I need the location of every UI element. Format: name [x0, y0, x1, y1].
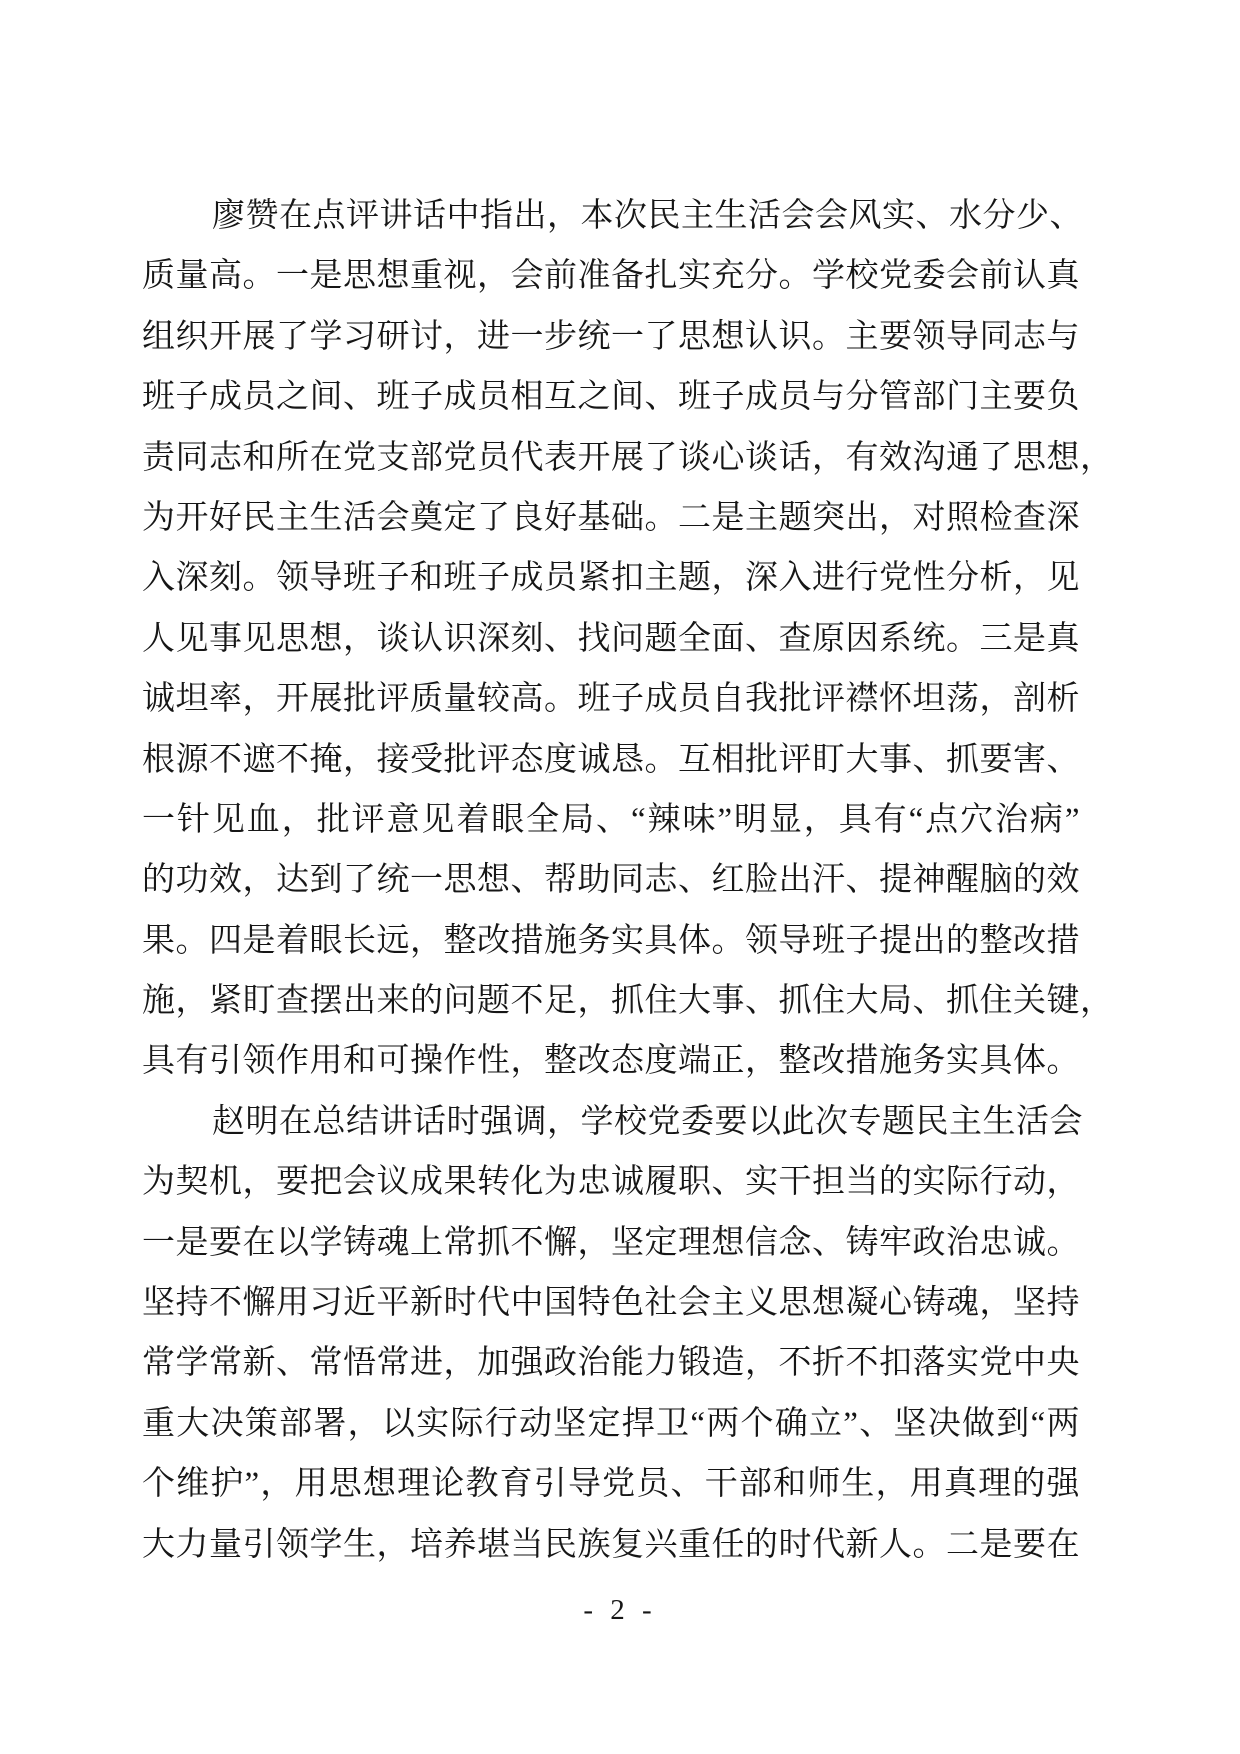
text-line: 果。四是着眼长远，整改措施务实具体。领导班子提出的整改措 — [142, 922, 1080, 959]
text-line: 责同志和所在党支部党员代表开展了谈心谈话，有效沟通了思想， — [142, 439, 1114, 476]
text-line: 廖赞在点评讲话中指出，本次民主生活会会风实、水分少、 — [212, 198, 1083, 234]
text-line: 的功效，达到了统一思想、帮助同志、红脸出汗、提神醒脑的效 — [142, 862, 1080, 899]
text-line: 常学常新、常悟常进，加强政治能力锻造，不折不扣落实党中央 — [142, 1345, 1080, 1382]
text-line: 为契机，要把会议成果转化为忠诚履职、实干担当的实际行动， — [142, 1164, 1080, 1201]
page-number: - 2 - — [583, 1594, 657, 1626]
text-line: 诚坦率，开展批评质量较高。班子成员自我批评襟怀坦荡，剖析 — [142, 681, 1080, 718]
text-line: 一针见血，批评意见着眼全局、“辣味”明显，具有“点穴治病” — [142, 801, 1080, 838]
text-line: 质量高。一是思想重视，会前准备扎实充分。学校党委会前认真 — [142, 258, 1080, 295]
paragraph — [142, 1092, 1083, 1575]
text-line: 个维护”，用思想理论教育引导党员、干部和师生，用真理的强 — [142, 1466, 1080, 1503]
text-line: 班子成员之间、班子成员相互之间、班子成员与分管部门主要负 — [142, 379, 1080, 416]
text-line: 坚持不懈用习近平新时代中国特色社会主义思想凝心铸魂，坚持 — [142, 1285, 1080, 1322]
text-line: 组织开展了学习研讨，进一步统一了思想认识。主要领导同志与 — [142, 318, 1080, 355]
text-line: 一是要在以学铸魂上常抓不懈，坚定理想信念、铸牢政治忠诚。 — [142, 1224, 1080, 1261]
text-line: 具有引领作用和可操作性，整改态度端正，整改措施务实具体。 — [142, 1043, 1080, 1080]
paragraph — [142, 186, 1114, 1092]
document-body — [142, 186, 1114, 1575]
text-line: 入深刻。领导班子和班子成员紧扣主题，深入进行党性分析，见 — [142, 560, 1080, 597]
text-line: 根源不遮不掩，接受批评态度诚恳。互相批评盯大事、抓要害、 — [142, 741, 1080, 778]
text-line: 赵明在总结讲话时强调，学校党委要以此次专题民主生活会 — [212, 1103, 1083, 1140]
text-line: 大力量引领学生，培养堪当民族复兴重任的时代新人。二是要在 — [142, 1526, 1080, 1563]
text-line: 人见事见思想，谈认识深刻、找问题全面、查原因系统。三是真 — [142, 620, 1080, 657]
text-line: 施，紧盯查摆出来的问题不足，抓住大事、抓住大局、抓住关键， — [142, 983, 1114, 1020]
text-line: 为开好民主生活会奠定了良好基础。二是主题突出，对照检查深 — [142, 499, 1080, 536]
text-line: 重大决策部署，以实际行动坚定捍卫“两个确立”、坚决做到“两 — [142, 1405, 1080, 1442]
